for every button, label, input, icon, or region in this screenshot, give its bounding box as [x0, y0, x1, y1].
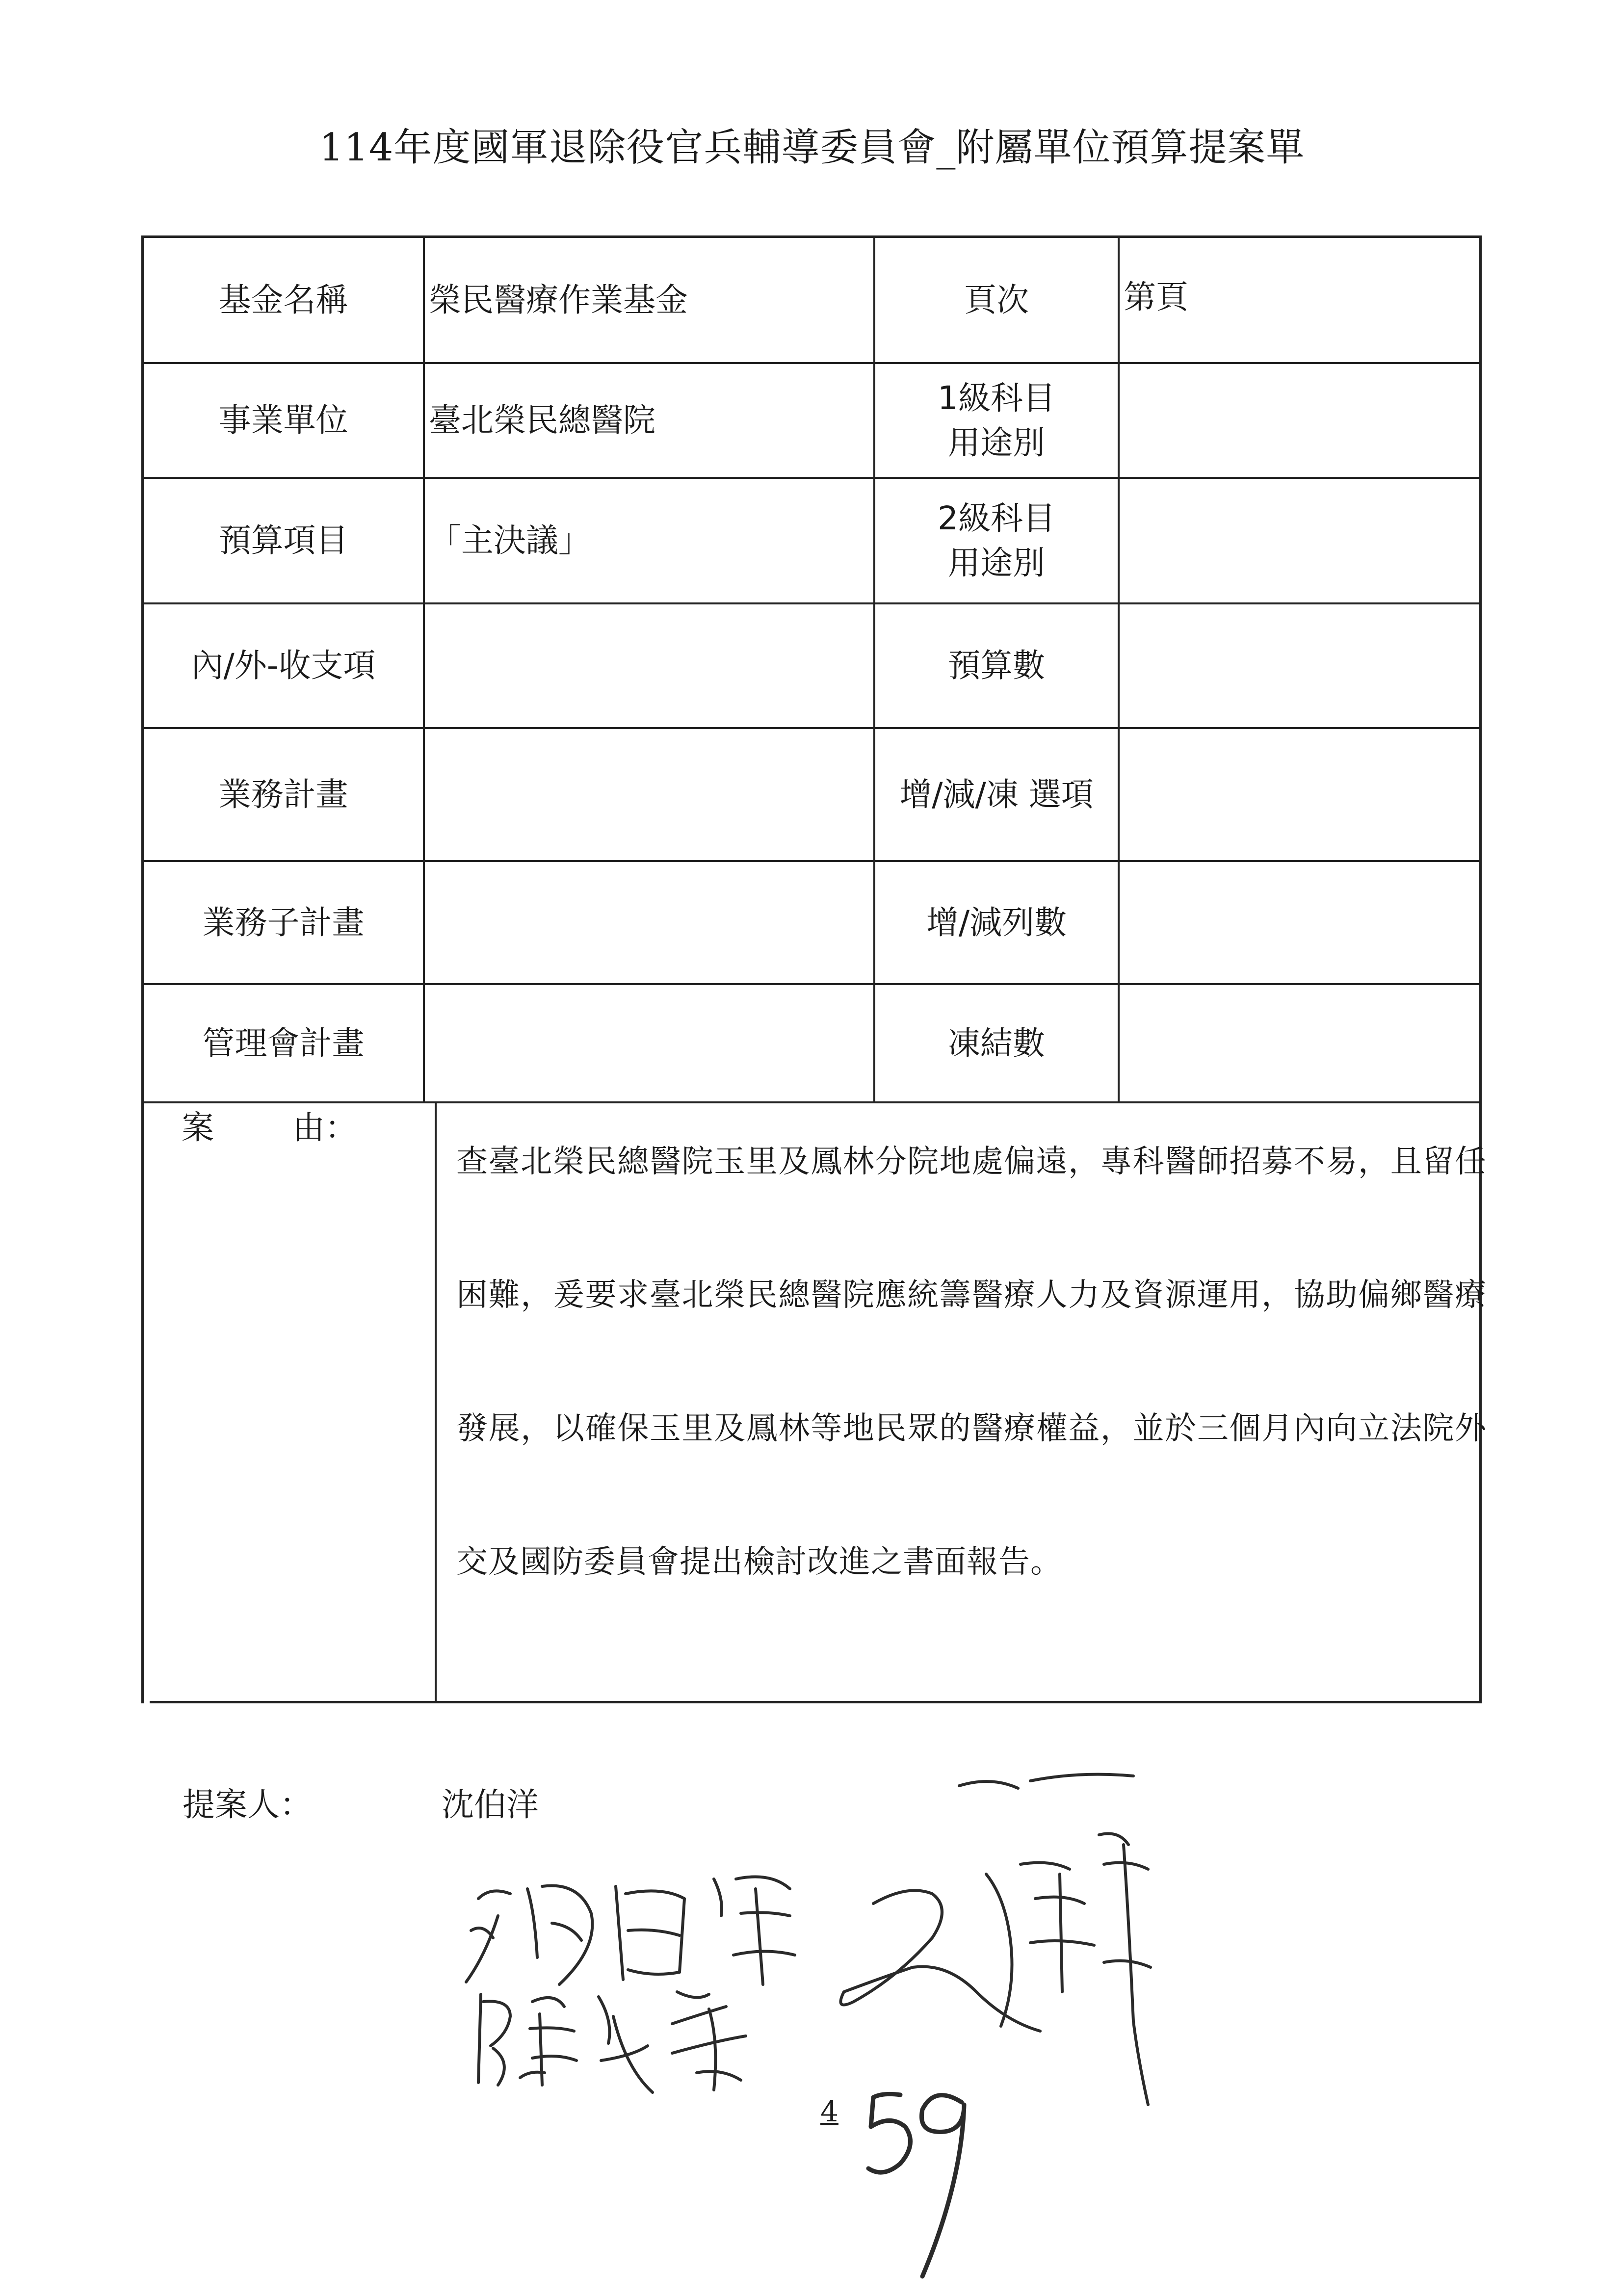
reason-label-left: 案: [182, 1109, 214, 1147]
reason-text: 查臺北榮民總醫院玉里及鳳林分院地處偏遠，專科醫師招募不易，且留任困難，爰要求臺北榮民總醫院應統籌醫療人力及資源運用，協助偏鄉醫療發展，以確保玉里及鳳林等地民眾的醫療權益，並於三個月內向立法院外交及國防委員會提出檢討改進之書面報告。: [456, 1144, 1487, 1580]
reason-label-right: 由：: [292, 1109, 357, 1147]
budget-item-value: 「主決議」: [429, 522, 591, 560]
level2-account-line2: 用途別: [948, 544, 1045, 582]
signature-chen-guanting: [478, 1992, 746, 2092]
frozen-amount-label-text: 凍結數: [948, 1024, 1045, 1062]
document-title: 114年度國軍退除役官兵輔導委員會_附屬單位預算提案單: [319, 126, 1305, 170]
page-label-text: 頁次: [964, 281, 1029, 319]
business-unit-label: 事業單位: [218, 401, 348, 440]
business-unit-value: 臺北榮民總醫院: [429, 401, 655, 440]
fund-name-label: 基金名稱: [218, 281, 348, 319]
signature-wang-dingyu: [840, 1774, 1151, 2105]
page-value: 第頁: [1124, 278, 1188, 316]
handwritten-page-number: [868, 2094, 964, 2276]
adjust-option-label-text: 增/減/凍 選項: [899, 775, 1094, 813]
budget-item-label: 預算項目: [218, 522, 348, 560]
printed-page-number: 4: [820, 2095, 838, 2128]
proposer-label: 提案人：: [183, 1786, 312, 1824]
business-plan-label: 業務計畫: [218, 775, 348, 813]
business-subplan-label: 業務子計畫: [202, 903, 365, 941]
management-plan-label: 管理會計畫: [202, 1024, 365, 1062]
level2-account-line1: 2級科目: [938, 499, 1055, 537]
budget-amount-label-text: 預算數: [948, 647, 1045, 685]
income-expense-type-label: 內/外-收支項: [191, 647, 376, 685]
level1-account-line1: 1級科目: [938, 379, 1055, 417]
proposer-name: 沈伯洋: [442, 1786, 539, 1824]
signature-shen-boyang: [466, 1877, 795, 1985]
level1-account-line2: 用途別: [948, 424, 1045, 462]
fund-name-value: 榮民醫療作業基金: [429, 281, 688, 319]
adjust-amount-label-text: 增/減列數: [926, 903, 1067, 941]
